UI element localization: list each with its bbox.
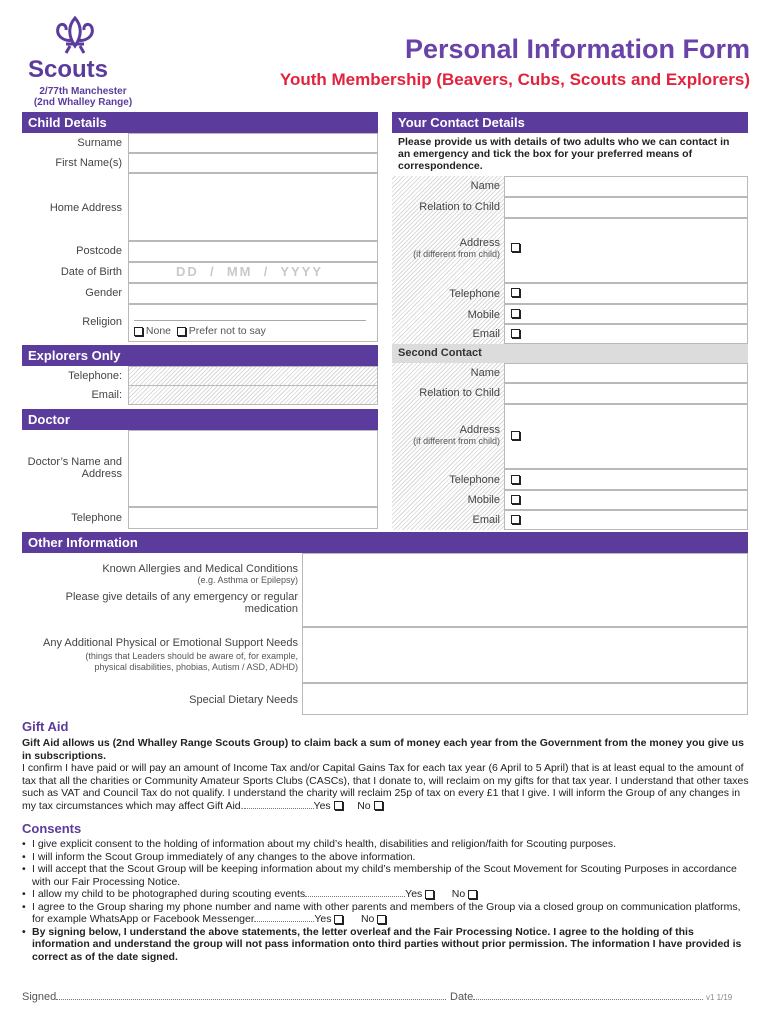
contact1-address-label: Address (if different from child)	[413, 237, 500, 259]
doctor-name-address-label: Doctor’s Name and Address	[27, 456, 122, 480]
contact2-address-checkbox[interactable]	[511, 431, 520, 440]
medication-label: Please give details of any emergency or regular medication	[65, 591, 298, 615]
consent-item: • I will inform the Scout Group immediately of any changes to the above information.	[20, 851, 750, 864]
surname-label: Surname	[77, 137, 122, 149]
consent-item: • I will accept that the Scout Group will be keeping information about my child’s membership of the Scout Movement for Scouting Purposes in accordance with our Fair Processing Notice.	[20, 863, 750, 888]
consent-item: • I give explicit consent to the holding of information about my child’s health, disabilities and religion/faith for Scouting purposes.	[20, 838, 750, 851]
home-address-label: Home Address	[49, 202, 122, 214]
gift-aid-lead: Gift Aid allows us (2nd Whalley Range Scouts Group) to claim back a sum of money each year from the Government from the money you give us in subscriptions.	[22, 737, 744, 762]
dob-label: Date of Birth	[60, 266, 122, 278]
consents-list	[20, 838, 750, 963]
version-label: v1 1/19	[706, 993, 733, 1002]
other-info-header: Other Information	[22, 532, 748, 553]
contact1-email-field[interactable]	[504, 324, 748, 344]
contact2-email-label: Email	[472, 514, 500, 526]
contact2-mobile-checkbox[interactable]	[511, 495, 520, 504]
doctor-header: Doctor	[22, 409, 378, 430]
support-needs-field[interactable]	[302, 627, 748, 683]
gift-aid-body: I confirm I have paid or will pay an amount of Income Tax and/or Capital Gains Tax for each tax year (6 April to 5 April) that is at least equal to the amount of tax that all the charities or Community Amateur Sports Clubs (CASCs), that I donate to, will reclaim on my gifts for that tax year. I understand that other taxes such as VAT and Council Tax do not qualify. I understand the charity will reclaim 25p of tax on every £1 that I give. I will inform the Group of any changes in my tax circumstances which may affect Gift Aid. Yes No	[22, 762, 749, 812]
postcode-field[interactable]	[128, 241, 378, 262]
page-subtitle: Youth Membership (Beavers, Cubs, Scouts and Explorers)	[279, 70, 750, 89]
contact1-telephone-label: Telephone	[449, 288, 500, 300]
contact2-telephone-label: Telephone	[449, 474, 500, 486]
contact1-mobile-checkbox[interactable]	[511, 309, 520, 318]
doctor-name-address-field[interactable]	[128, 430, 378, 507]
contact2-name-field[interactable]	[504, 363, 748, 383]
contact1-relation-field[interactable]	[504, 197, 748, 218]
brand-name: Scouts	[28, 56, 109, 83]
contact2-email-checkbox[interactable]	[511, 515, 520, 524]
religion-prefer-not-checkbox[interactable]	[177, 327, 186, 336]
gift-aid-yes-checkbox[interactable]	[334, 801, 343, 810]
consent-photo: • I allow my child to be photographed during scouting events Yes No	[20, 888, 750, 901]
surname-field[interactable]	[128, 133, 378, 153]
religion-options	[134, 325, 266, 338]
contact1-name-label: Name	[470, 180, 500, 192]
contact2-mobile-field[interactable]	[504, 490, 748, 510]
explorer-telephone-field[interactable]	[128, 366, 378, 386]
contact2-email-field[interactable]	[504, 510, 748, 530]
photo-yes-checkbox[interactable]	[425, 890, 434, 899]
contact-intro: Please provide us with details of two adults who we can contact in an emergency and tick the box for your preferred means of correspondence.	[398, 136, 730, 172]
contact1-mobile-label: Mobile	[467, 309, 500, 321]
signature-line: Signed	[22, 991, 446, 1004]
home-address-field[interactable]	[128, 173, 378, 241]
gender-label: Gender	[85, 287, 122, 299]
consent-declaration: • By signing below, I understand the above statements, the letter overleaf and the Fair Processing Notice. I agree to the holding of this information and understand the group will not pass information onto third parties without prior permission. The information I have provided is correct as of the date signed.	[20, 926, 750, 964]
contact2-relation-label: Relation to Child	[419, 387, 500, 399]
photo-no-checkbox[interactable]	[468, 890, 477, 899]
contact1-email-checkbox[interactable]	[511, 329, 520, 338]
contact1-email-label: Email	[472, 328, 500, 340]
scouts-logo	[52, 16, 98, 56]
contact2-mobile-label: Mobile	[467, 494, 500, 506]
contact1-relation-label: Relation to Child	[419, 201, 500, 213]
explorer-email-field[interactable]	[128, 385, 378, 405]
dietary-needs-field[interactable]	[302, 683, 748, 715]
gift-aid-heading: Gift Aid	[22, 719, 69, 734]
doctor-telephone-label: Telephone	[71, 512, 122, 524]
contact1-address-field[interactable]	[504, 218, 748, 283]
date-field[interactable]	[476, 984, 704, 1002]
contact1-telephone-field[interactable]	[504, 283, 748, 304]
share-no-checkbox[interactable]	[377, 915, 386, 924]
explorer-telephone-label: Telephone:	[68, 370, 122, 382]
contact2-telephone-field[interactable]	[504, 469, 748, 490]
religion-label: Religion	[82, 316, 122, 328]
contact1-name-field[interactable]	[504, 176, 748, 197]
consent-share: • I agree to the Group sharing my phone number and name with other parents and members of the Group via a closed group on communication platforms, for example WhatsApp or Facebook Messenger Yes No	[20, 901, 750, 926]
second-contact-header: Second Contact	[392, 344, 748, 363]
religion-none-checkbox[interactable]	[134, 327, 143, 336]
first-names-label: First Name(s)	[55, 157, 122, 169]
postcode-label: Postcode	[76, 245, 122, 257]
contact1-telephone-checkbox[interactable]	[511, 288, 520, 297]
doctor-telephone-field[interactable]	[128, 507, 378, 529]
religion-none-label: None	[145, 325, 172, 337]
date-line: Date	[450, 991, 703, 1004]
contact2-address-field[interactable]	[504, 404, 748, 469]
contact-details-header: Your Contact Details	[392, 112, 748, 133]
contact1-mobile-field[interactable]	[504, 304, 748, 324]
allergies-label: Known Allergies and Medical Conditions (e.g. Asthma or Epilepsy)	[102, 563, 298, 585]
explorer-email-label: Email:	[91, 389, 122, 401]
contact2-telephone-checkbox[interactable]	[511, 475, 520, 484]
fleur-de-lis-icon	[52, 16, 98, 56]
dob-placeholder: DD / MM / YYYY	[176, 264, 324, 279]
first-names-field[interactable]	[128, 153, 378, 173]
contact2-relation-field[interactable]	[504, 383, 748, 404]
share-yes-checkbox[interactable]	[334, 915, 343, 924]
gift-aid-no-checkbox[interactable]	[374, 801, 383, 810]
gift-aid-text	[22, 737, 750, 812]
allergies-medication-field[interactable]	[302, 553, 748, 627]
religion-prefer-not-label: Prefer not to say	[188, 325, 266, 337]
explorers-header: Explorers Only	[22, 345, 378, 366]
page-title: Personal Information Form	[404, 34, 750, 64]
gender-field[interactable]	[128, 283, 378, 304]
dietary-needs-label: Special Dietary Needs	[189, 694, 298, 706]
signature-field[interactable]	[60, 984, 448, 1002]
child-details-header: Child Details	[22, 112, 378, 133]
religion-line	[134, 320, 366, 321]
group-name: 2/77th Manchester (2nd Whalley Range)	[33, 86, 133, 108]
contact1-address-checkbox[interactable]	[511, 243, 520, 252]
support-needs-label: Any Additional Physical or Emotional Support Needs (things that Leaders should be aware of, for example, physical disabilities, phobias, Autism / ASD, ADHD)	[43, 637, 298, 672]
contact2-address-label: Address (if different from child)	[413, 424, 500, 446]
consents-heading: Consents	[22, 821, 82, 836]
contact2-name-label: Name	[470, 367, 500, 379]
